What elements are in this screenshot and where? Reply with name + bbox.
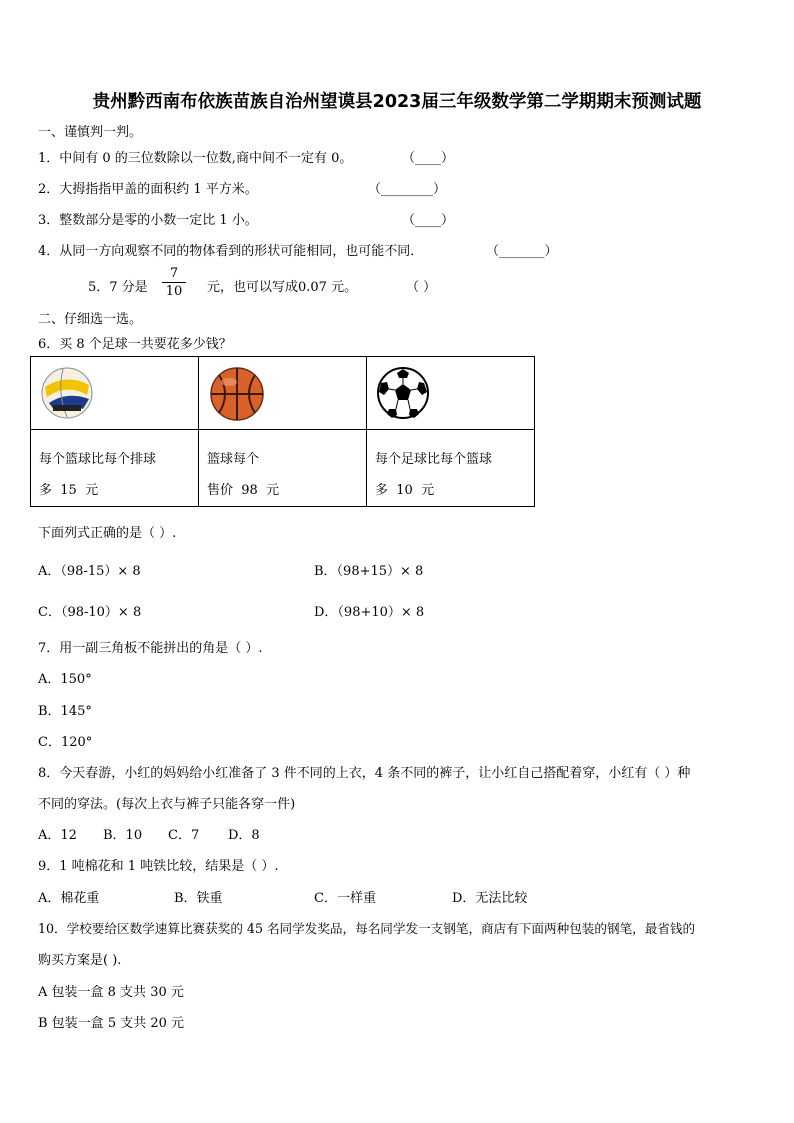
volleyball-info (31, 430, 199, 507)
question-8-line1: 8．今天春游，小红的妈妈给小红准备了 3 件不同的上衣，4 条不同的裤子，让小红自己搭配着穿，小红有（ ）种 (38, 766, 691, 781)
q8-option-d[interactable]: D．8 (228, 828, 260, 843)
soccer-ball-line1: 每个足球比每个篮球 (375, 452, 493, 467)
soccer-ball-cell (367, 357, 535, 430)
volleyball-line1: 每个篮球比每个排球 (39, 452, 157, 467)
soccer-ball-info (367, 430, 535, 507)
question-3: 3．整数部分是零的小数一定比 1 小。 (38, 213, 258, 228)
q10-pack-a: A 包装一盒 8 支共 30 元 (38, 985, 184, 1000)
q6-option-d[interactable]: D．（98+10）× 8 (314, 605, 425, 620)
q10-pack-b: B 包装一盒 5 支共 20 元 (38, 1016, 185, 1031)
answer-bracket-4[interactable]: （_______） (486, 244, 558, 259)
question-6-ask: 下面列式正确的是（ ）. (38, 526, 177, 541)
soccer-ball-icon (375, 365, 431, 421)
question-2: 2．大拇指指甲盖的面积约 1 平方米。 (38, 182, 258, 197)
page-title: 贵州黔西南布依族苗族自治州望谟县2023届三年级数学第二学期期末预测试题 (92, 92, 702, 112)
question-5-suffix: 元，也可以写成0.07 元。 (207, 280, 358, 295)
basketball-info (199, 430, 367, 507)
q9-option-b[interactable]: B．铁重 (174, 891, 223, 906)
basketball-line2: 售价 98 元 (207, 483, 280, 498)
question-1: 1．中间有 0 的三位数除以一位数,商中间不一定有 0。 (38, 151, 353, 166)
question-9: 9．1 吨棉花和 1 吨铁比较，结果是（ ）. (38, 859, 279, 874)
ball-price-table (30, 356, 535, 507)
q8-option-c[interactable]: C．7 (168, 828, 200, 843)
section-1-heading: 一、谨慎判一判。 (38, 125, 143, 140)
q7-option-c[interactable]: C．120° (38, 735, 93, 750)
fraction-denominator: 10 (165, 284, 183, 299)
answer-bracket-2[interactable]: （________） (368, 182, 447, 197)
q9-option-d[interactable]: D．无法比较 (452, 891, 528, 906)
question-4: 4．从同一方向观察不同的物体看到的形状可能相同，也可能不同． (38, 244, 424, 259)
q9-option-a[interactable]: A．棉花重 (38, 891, 100, 906)
question-5-prefix: 5．7 分是 (88, 280, 148, 295)
question-8-line2: 不同的穿法。(每次上衣与裤子只能各穿一件) (38, 797, 296, 812)
fraction-7-10 (162, 266, 186, 299)
fraction-numerator: 7 (162, 266, 186, 283)
basketball-icon (207, 365, 267, 423)
q6-option-a[interactable]: A．（98-15）× 8 (38, 564, 141, 579)
q6-option-c[interactable]: C．（98-10）× 8 (38, 605, 142, 620)
volleyball-cell (31, 357, 199, 430)
q7-option-b[interactable]: B．145° (38, 704, 92, 719)
question-7: 7．用一副三角板不能拼出的角是（ ）. (38, 641, 263, 656)
section-2-heading: 二、仔细选一选。 (38, 312, 143, 327)
question-10-line1: 10．学校要给区数学速算比赛获奖的 45 名同学发奖品，每名同学发一支钢笔，商店有下面两种包装的钢笔，最省钱的 (38, 921, 696, 936)
question-10-line2: 购买方案是( ). (38, 953, 122, 968)
q8-option-b[interactable]: B．10 (103, 828, 143, 843)
volleyball-line2: 多 15 元 (39, 483, 99, 498)
q9-option-c[interactable]: C．一样重 (314, 891, 376, 906)
volleyball-icon (39, 365, 95, 421)
basketball-cell (199, 357, 367, 430)
soccer-ball-line2: 多 10 元 (375, 483, 435, 498)
answer-bracket-5[interactable]: （ ） (406, 280, 437, 295)
question-6: 6．买 8 个足球一共要花多少钱？ (38, 337, 232, 352)
answer-bracket-1[interactable]: （____） (402, 151, 455, 166)
basketball-line1: 篮球每个 (207, 452, 260, 467)
q6-option-b[interactable]: B．（98+15）× 8 (314, 564, 424, 579)
q7-option-a[interactable]: A．150° (38, 672, 92, 687)
answer-bracket-3[interactable]: （____） (402, 213, 455, 228)
q8-option-a[interactable]: A．12 (38, 828, 77, 843)
